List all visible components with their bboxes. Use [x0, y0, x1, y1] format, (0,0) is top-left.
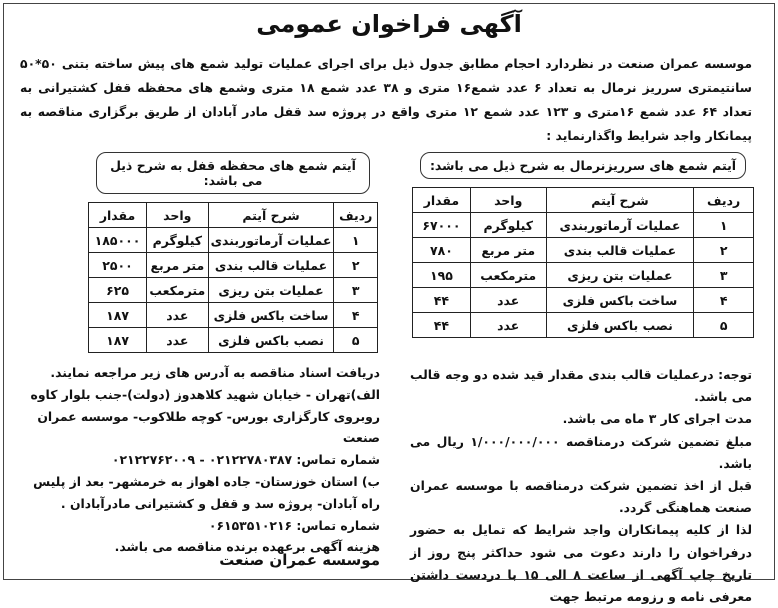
tehran-phone: شماره تماس: ۰۲۱۲۲۷۸۰۳۸۷ - ۰۲۱۲۲۷۶۲۰۰۹	[111, 452, 380, 468]
khuzestan-phone: شماره تماس: ۰۶۱۵۳۵۱۰۲۱۶	[208, 517, 380, 533]
col-header-unit: واحد	[470, 188, 546, 213]
table-row	[89, 303, 378, 328]
signature: موسسه عمران صنعت	[219, 551, 380, 569]
cell-qty: ۱۸۷	[89, 303, 147, 328]
col-header-desc: شرح آیتم	[546, 188, 694, 213]
cell-desc: عملیات قالب بندی	[546, 238, 694, 263]
table-row	[413, 238, 754, 263]
cell-qty: ۱۹۵	[413, 263, 471, 288]
note-formwork: توجه: درعملیات قالب بندی مقدار قید شده دو وجه قالب می باشد.	[410, 367, 752, 405]
note-invitation: لذا از کلیه پیمانکاران واجد شرایط که تمایل به حضور درفراخوان را دارند دعوت می شود حداکثر پنج روز از تاریخ چاپ آگهی از ساعت ۸ الی ۱۵ با دردست داشتن معرفی نامه و رزومه مرتبط جهت	[410, 522, 752, 605]
table-row	[413, 313, 754, 338]
cell-row: ۳	[334, 278, 378, 303]
cell-qty: ۴۴	[413, 288, 471, 313]
col-header-unit: واحد	[147, 203, 209, 228]
spillway-items-table	[412, 187, 754, 338]
cell-desc: ساخت باکس فلزی	[208, 303, 334, 328]
cell-unit: عدد	[147, 328, 209, 353]
cell-desc: عملیات بتن ریزی	[208, 278, 334, 303]
tehran-address: الف)تهران - خیابان شهید کلاهدوز (دولت)-جنب بلوار کاوه روبروی کارگزاری بورس- کوچه طلاکوب- موسسه عمران صنعت	[30, 386, 380, 446]
cell-row: ۲	[334, 253, 378, 278]
cell-row: ۴	[334, 303, 378, 328]
cell-row: ۲	[694, 238, 754, 263]
cell-qty: ۱۸۵۰۰۰	[89, 228, 147, 253]
notes-section	[410, 364, 752, 608]
col-header-desc: شرح آیتم	[208, 203, 334, 228]
cell-unit: کیلوگرم	[147, 228, 209, 253]
cell-row: ۱	[694, 213, 754, 238]
lock-chamber-items-table	[88, 202, 378, 353]
ad-cost-note: هزینه آگهی برعهده برنده مناقصه می باشد.	[114, 539, 380, 555]
table-row	[89, 253, 378, 278]
documents-section	[20, 362, 380, 558]
col-header-row: ردیف	[334, 203, 378, 228]
col-header-qty: مقدار	[89, 203, 147, 228]
spillway-table-section	[412, 152, 754, 338]
spillway-table-heading: آیتم شمع های سرریزنرمال به شرح ذیل می باشد:	[420, 152, 746, 179]
cell-qty: ۲۵۰۰	[89, 253, 147, 278]
cell-qty: ۱۸۷	[89, 328, 147, 353]
cell-unit: مترمکعب	[470, 263, 546, 288]
cell-qty: ۶۲۵	[89, 278, 147, 303]
col-header-row: ردیف	[694, 188, 754, 213]
cell-unit: عدد	[470, 288, 546, 313]
lock-chamber-table-section	[88, 152, 378, 353]
khuzestan-address: ب) استان خوزستان- جاده اهواز به خرمشهر- بعد از پلیس راه آبادان- پروژه سد و قفل و کشتیرانی مادرآبادان .	[33, 473, 380, 511]
cell-desc: عملیات آرماتوربندی	[208, 228, 334, 253]
table-row	[413, 288, 754, 313]
cell-unit: متر مربع	[470, 238, 546, 263]
table-row	[89, 328, 378, 353]
cell-row: ۵	[334, 328, 378, 353]
cell-unit: متر مربع	[147, 253, 209, 278]
table-row	[89, 228, 378, 253]
cell-desc: عملیات آرماتوربندی	[546, 213, 694, 238]
cell-desc: عملیات بتن ریزی	[546, 263, 694, 288]
table-row	[413, 263, 754, 288]
note-guarantee-amount: مبلغ تضمین شرکت درمناقصه ۱/۰۰۰/۰۰۰/۰۰۰ ریال می باشد.	[410, 433, 752, 471]
cell-qty: ۷۸۰	[413, 238, 471, 263]
cell-desc: ساخت باکس فلزی	[546, 288, 694, 313]
page-title: آگهی فراخوان عمومی	[256, 10, 522, 38]
lock-chamber-table-heading: آیتم شمع های محفظه قفل به شرح ذیل می باشد:	[96, 152, 370, 194]
cell-row: ۳	[694, 263, 754, 288]
col-header-qty: مقدار	[413, 188, 471, 213]
cell-row: ۱	[334, 228, 378, 253]
announcement-page	[3, 3, 775, 605]
docs-intro: دریافت اسناد مناقصه به آدرس های زیر مراجعه نمایند.	[50, 365, 380, 380]
cell-unit: مترمکعب	[147, 278, 209, 303]
table-row	[89, 278, 378, 303]
cell-row: ۵	[694, 313, 754, 338]
cell-qty: ۶۷۰۰۰	[413, 213, 471, 238]
cell-row: ۴	[694, 288, 754, 313]
intro-paragraph: موسسه عمران صنعت در نظردارد احجام مطابق جدول ذیل برای اجرای عملیات تولید شمع های پیش ساخته بتنی ۵۰*۵۰ سانتیمتری سرریز نرمال به تعداد ۶ عدد شمع۱۶ متری و ۳۸ عدد شمع ۱۸ متری وشمع های محفظه قفل کشتیرانی به تعداد ۶۴ عدد شمع ۱۶متری و ۱۲۳ عدد شمع ۱۲ متری واقع در پروژه سد قفل مادر آبادان از طریق برگزاری مناقصه به پیمانکار واجد شرایط واگذارنماید :	[20, 56, 753, 143]
cell-desc: نصب باکس فلزی	[546, 313, 694, 338]
table-header-row	[413, 188, 754, 213]
cell-qty: ۴۴	[413, 313, 471, 338]
table-row	[413, 213, 754, 238]
cell-desc: نصب باکس فلزی	[208, 328, 334, 353]
cell-unit: کیلوگرم	[470, 213, 546, 238]
cell-unit: عدد	[470, 313, 546, 338]
cell-unit: عدد	[147, 303, 209, 328]
note-duration: مدت اجرای کار ۳ ماه می باشد.	[562, 411, 752, 427]
cell-desc: عملیات قالب بندی	[208, 253, 334, 278]
table-header-row	[89, 203, 378, 228]
note-coordination: قبل از اخذ تضمین شرکت درمناقصه با موسسه عمران صنعت هماهنگی گردد.	[410, 478, 752, 516]
